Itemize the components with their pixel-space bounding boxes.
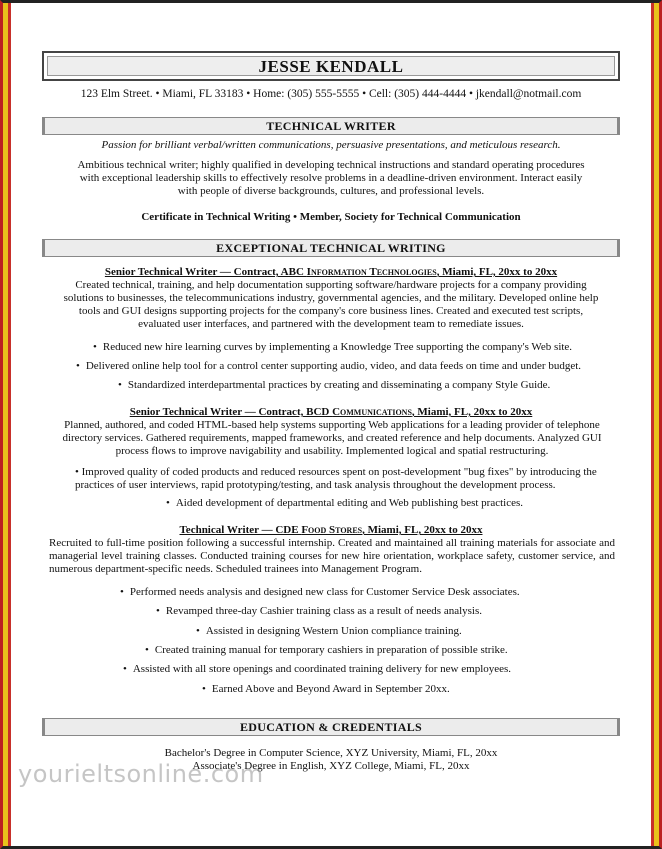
summary: Ambitious technical writer; highly qualified in developing technical instructions and standard operating procedures with exceptional leadership skills to effectively resolve problems in a deadline-driven environment. Interact easily with people of diverse backgrounds, cultures, and professional levels.: [77, 159, 585, 197]
tagline: Passion for brilliant verbal/written communications, persuasive presentations, and meticulous research.: [101, 139, 561, 151]
section-heading-experience: EXCEPTIONAL TECHNICAL WRITING: [42, 239, 620, 257]
section-heading-education: EDUCATION & CREDENTIALS: [42, 718, 620, 736]
contact-line: 123 Elm Street. • Miami, FL 33183 • Home: (305) 555-5555 • Cell: (305) 444-4444 • jkendall@notmail.com: [80, 88, 582, 100]
list-item: • Revamped three-day Cashier training class as a result of needs analysis.: [156, 605, 483, 617]
list-item: • Standardized interdepartmental practices by creating and disseminating a company Style Guide.: [118, 379, 551, 391]
resume-page: [11, 3, 651, 846]
certifications: Certificate in Technical Writing • Member, Society for Technical Communication: [141, 211, 521, 223]
job-description-bcd: Planned, authored, and coded HTML-based help systems supporting Web applications for a leading provider of telephone directory services. Gathered requirements, mapped frameworks, and created reference and help documents. Analyzed GUI process flows to improve navigability and usability. Implemented logical and spatial restructuring.: [62, 419, 602, 457]
list-item: • Assisted with all store openings and coordinated training delivery for new employees.: [123, 663, 512, 675]
degree-bachelor: Bachelor's Degree in Computer Science, XYZ University, Miami, FL, 20xx: [164, 747, 498, 759]
list-item: • Improved quality of coded products and reduced resources spent on post-development "bug fixes" by introducing the practices of user interviews, rapid prototyping/testing, and task analysis throughout the development process.: [75, 466, 597, 491]
section-heading-technical-writer: TECHNICAL WRITER: [42, 117, 620, 135]
watermark-text: yourieltsonline.com: [18, 760, 264, 788]
list-item: • Performed needs analysis and designed new class for Customer Service Desk associates.: [120, 586, 520, 598]
job-title-abc: Senior Technical Writer — Contract, ABC Information Technologies, Miami, FL, 20xx to 20xx: [104, 266, 558, 278]
list-item: • Created training manual for temporary cashiers in preparation of possible strike.: [145, 644, 508, 656]
name-box: [42, 51, 620, 81]
list-item: • Assisted in designing Western Union compliance training.: [196, 625, 462, 637]
list-item: • Aided development of departmental editing and Web publishing best practices.: [166, 497, 524, 509]
job-title-cde: Technical Writer — CDE Food Stores, Miami, FL, 20xx to 20xx: [179, 524, 483, 536]
degree-associate: Associate's Degree in English, XYZ College, Miami, FL, 20xx: [192, 760, 470, 772]
job-title-bcd: Senior Technical Writer — Contract, BCD Communications, Miami, FL, 20xx to 20xx: [129, 406, 533, 418]
job-description-cde: Recruited to full-time position following a successful internship. Created and maintained all training materials for associate and managerial level training classes. Conducted training courses for new hire orientation, workplace safety, customer service, and numerous department-specific needs. Scheduled trainees into Management Program.: [49, 537, 615, 575]
list-item: • Delivered online help tool for a control center supporting audio, video, and data feeds on time and under budget.: [76, 360, 582, 372]
candidate-name: JESSE KENDALL: [258, 57, 404, 76]
list-item: • Earned Above and Beyond Award in September 20xx.: [202, 683, 450, 695]
list-item: • Reduced new hire learning curves by implementing a Knowledge Tree supporting the company's Web site.: [93, 341, 573, 353]
job-description-abc: Created technical, training, and help documentation supporting software/hardware projects for a company providing solutions to businesses, the telecommunications industry, governmental agencies, and the military. Developed online help tools and GUI designs supporting projects for the company's core business lines. Created and executed test scripts, evaluated user interfaces, and partnered with the development team to remediate issues.: [63, 279, 599, 330]
